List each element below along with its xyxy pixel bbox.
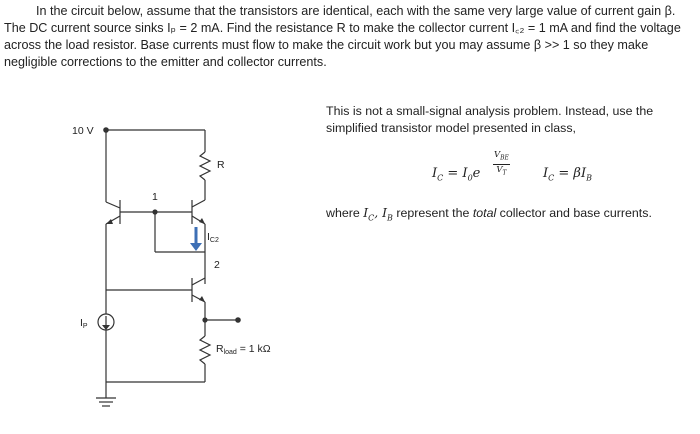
equation-row (326, 150, 698, 190)
resistor-r (200, 152, 210, 180)
where-mid: represent the (392, 206, 473, 220)
problem-text: In the circuit below, assume that the transistors are identical, each with the same very large value of current gain β. The DC current source sinks Iₚ = 2 mA. Find the resistance R to make the collector current I꜀₂ = 1 mA and find the voltage across the load resistor. Base currents must flow to make the circuit work but you may assume β >> 1 so they make negligible corrections to the emitter and collector currents. (4, 4, 681, 69)
exp-den-v: V (496, 164, 503, 175)
where-suffix: collector and base currents. (496, 206, 652, 220)
q3-emitter-arrow (199, 296, 205, 302)
eq1-body: = I (447, 166, 468, 181)
rload-label-sub: load (223, 349, 237, 356)
equation-ic-beta: $I_C = \beta I_B$ (543, 166, 592, 183)
eq1-lhs: I (432, 166, 438, 181)
where-emph: total (472, 206, 497, 220)
source-label-sub: P (82, 323, 88, 330)
where-prefix: where (326, 206, 364, 220)
source-label-main: I (80, 317, 83, 329)
supply-label: 10 V (72, 125, 94, 137)
resistor-rload (200, 336, 210, 364)
circuit-diagram (0, 100, 320, 434)
model-intro: This is not a small-signal analysis problem. Instead, use the simplified transistor model presented in class, (326, 104, 654, 135)
ic2-label (207, 231, 219, 244)
q1-emitter-arrow (106, 219, 113, 224)
q2-emitter-arrow (199, 218, 205, 224)
output-terminal (236, 318, 240, 322)
equation-ic-exponential: $I_C = I_0e$ (432, 166, 481, 183)
exponent-fraction (493, 150, 510, 178)
problem-statement (4, 3, 698, 71)
resistor-r-label: R (217, 159, 225, 171)
rload-value: = 1 kΩ (236, 343, 271, 355)
q1-collector (106, 202, 120, 208)
output-node (203, 318, 207, 322)
rload-label (216, 343, 271, 356)
where-clause: where $I_C$, $I_B$ represent the total collector and base currents. (326, 205, 652, 223)
source-label (80, 317, 88, 330)
exponent-numerator: $V_{BE}$ (493, 150, 510, 165)
eq2-body: = βI (558, 166, 587, 181)
node-2-label: 2 (214, 259, 220, 271)
ic2-label-main: I (207, 231, 210, 243)
ic2-arrow-head (190, 243, 202, 251)
rload-label-main: R (216, 343, 224, 355)
model-description (326, 103, 698, 137)
exp-num-v: V (494, 150, 501, 160)
exponent-denominator: $V_T$ (496, 164, 507, 177)
node-1-label: 1 (152, 191, 158, 203)
ic2-label-sub: C2 (209, 237, 219, 244)
q3-collector (192, 278, 205, 285)
q2-collector (192, 200, 205, 207)
